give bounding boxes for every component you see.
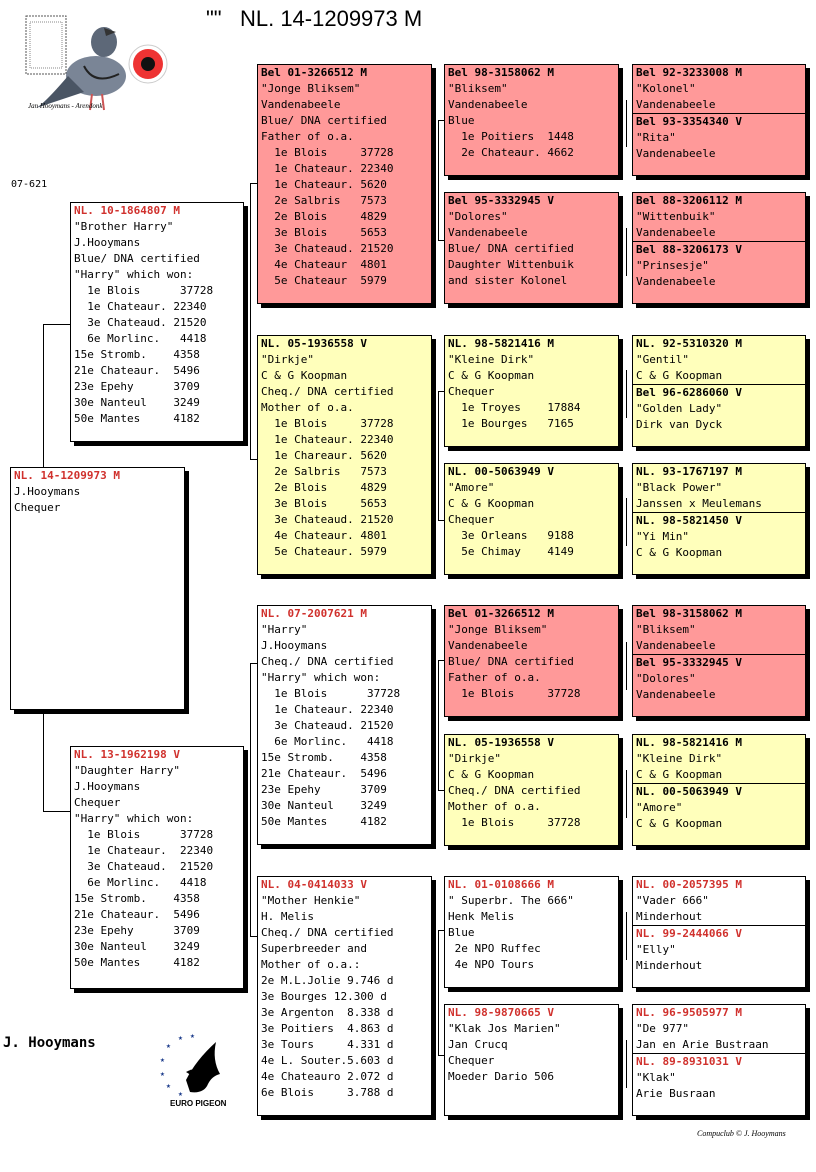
connector (250, 183, 257, 184)
svg-text:★: ★ (178, 1033, 183, 1042)
ring-number: Bel 98-3158062 M (448, 66, 554, 79)
ring-number: Bel 92-3233008 M (636, 66, 742, 79)
ring-number: NL. 04-0414033 V (261, 878, 367, 891)
ancestor-box: Bel 01-3266512 M "Jonge Bliksem" Vandenabeele Blue/ DNA certified Father of o.a. 1e Blois 37728 (444, 605, 619, 717)
ancestor-pair-box: NL. 93-1767197 M "Black Power" Janssen x Meulemans NL. 98-5821450 V "Yi Min" C & G Koopman (632, 463, 806, 575)
svg-text:★: ★ (160, 1069, 165, 1078)
svg-text:★: ★ (178, 1089, 183, 1098)
pigeon-logo (24, 14, 180, 120)
ancestor-pair-box: Bel 98-3158062 M "Bliksem" Vandenabeele Bel 95-3332945 V "Dolores" Vandenabeele (632, 605, 806, 717)
svg-text:★: ★ (166, 1081, 171, 1090)
ring-number: NL. 89-8931031 V (636, 1055, 742, 1068)
ring-number: NL. 98-5821450 V (636, 514, 742, 527)
grandsire-dam-box: NL. 07-2007621 M "Harry" J.Hooymans Cheq./ DNA certified "Harry" which won: 1e Blois 37728 1e Chateaur. 22340 3e Chateaud. 21520 6e Morlinc. 4418 15e Stromb. 4358 21e Chateaur. 5496 23e Epehy 3709 30e Nanteul 3249 50e Mantes 4182 (257, 605, 432, 845)
connector (626, 770, 627, 818)
connector (250, 663, 257, 664)
ancestor-box: NL. 00-5063949 V "Amore" C & G Koopman Chequer 3e Orleans 9188 5e Chimay 4149 (444, 463, 619, 575)
ring-number: NL. 07-2007621 M (261, 607, 367, 620)
connector (43, 324, 70, 325)
connector (626, 370, 627, 418)
ring-number: NL. 00-2057395 M (636, 878, 742, 891)
ring-number: NL. 14-1209973 M (14, 469, 120, 482)
pedigree-code: 07-621 (11, 179, 48, 190)
ring-number: Bel 88-3206173 V (636, 243, 742, 256)
sire-box: NL. 10-1864807 M "Brother Harry" J.Hooymans Blue/ DNA certified "Harry" which won: 1e Blois 37728 1e Chateaur. 22340 3e Chateaud. 21520 6e Morlinc. 4418 15e Stromb. 4358 21e Chateaur. 5496 23e Epehy 3709 30e Nanteul 3249 50e Mantes 4182 (70, 202, 244, 442)
ring-number: Bel 88-3206112 M (636, 194, 742, 207)
ring-number: Bel 95-3332945 V (636, 656, 742, 669)
ancestor-pair-box: NL. 00-2057395 M "Vader 666" Minderhout NL. 99-2444066 V "Elly" Minderhout (632, 876, 806, 988)
connector (626, 912, 627, 960)
ancestor-box: Bel 95-3332945 V "Dolores" Vandenabeele Blue/ DNA certified Daughter Wittenbuik and sister Kolonel (444, 192, 619, 304)
ancestor-pair-box: Bel 88-3206112 M "Wittenbuik" Vandenabeele Bel 88-3206173 V "Prinsesje" Vandenabeele (632, 192, 806, 304)
ancestor-box: Bel 98-3158062 M "Bliksem" Vandenabeele Blue 1e Poitiers 1448 2e Chateaur. 4662 (444, 64, 619, 176)
connector (626, 228, 627, 276)
connector (250, 663, 251, 936)
connector (626, 642, 627, 690)
breeder-name: J. Hooymans (3, 1035, 96, 1051)
connector (626, 498, 627, 546)
ring-number: NL. 13-1962198 V (74, 748, 180, 761)
ring-number: Bel 01-3266512 M (261, 66, 367, 79)
ancestor-box: NL. 98-5821416 M "Kleine Dirk" C & G Koopman Chequer 1e Troyes 17884 1e Bourges 7165 (444, 335, 619, 447)
svg-text:★: ★ (190, 1031, 195, 1040)
ring-number: NL. 96-9505977 M (636, 1006, 742, 1019)
ring-number: NL. 98-5821416 M (448, 337, 554, 350)
connector (250, 936, 257, 937)
ring-number: NL. 98-5821416 M (636, 736, 742, 749)
ring-number: NL. 00-5063949 V (636, 785, 742, 798)
granddam-sire-box: NL. 05-1936558 V "Dirkje" C & G Koopman Cheq./ DNA certified Mother of o.a. 1e Blois 37728 1e Chateaur. 22340 1e Chareaur. 5620 2e Salbris 7573 2e Blois 4829 3e Blois 5653 3e Chateaud. 21520 4e Chateaur. 4801 5e Chateaur. 5979 (257, 335, 432, 575)
ancestor-pair-box: Bel 92-3233008 M "Kolonel" Vandenabeele Bel 93-3354340 V "Rita" Vandenabeele (632, 64, 806, 176)
connector (438, 120, 439, 240)
connector (43, 324, 44, 469)
ancestor-box: NL. 05-1936558 V "Dirkje" C & G Koopman Cheq./ DNA certified Mother of o.a. 1e Blois 37728 (444, 734, 619, 846)
ring-number: Bel 98-3158062 M (636, 607, 742, 620)
connector (438, 391, 439, 520)
svg-text:★: ★ (160, 1055, 165, 1064)
ring-number: NL. 92-5310320 M (636, 337, 742, 350)
ring-number: NL. 05-1936558 V (448, 736, 554, 749)
ring-number: NL. 05-1936558 V (261, 337, 367, 350)
ancestor-box: NL. 98-9870665 V "Klak Jos Marien" Jan Crucq Chequer Moeder Dario 506 (444, 1004, 619, 1116)
ring-number: NL. 10-1864807 M (74, 204, 180, 217)
ring-number: Bel 93-3354340 V (636, 115, 742, 128)
europigeon-label: EURO PIGEON (170, 1099, 227, 1108)
connector (438, 660, 439, 790)
connector (626, 1040, 627, 1088)
svg-text:★: ★ (166, 1041, 171, 1050)
ring-number: NL. 01-0108666 M (448, 878, 554, 891)
logo-caption: Jan Hooymans - Arendonk (28, 102, 103, 110)
connector (438, 930, 439, 1055)
ring-number: Bel 95-3332945 V (448, 194, 554, 207)
europigeon-logo (156, 1030, 236, 1110)
ring-number: NL. 93-1767197 M (636, 465, 742, 478)
page-title: "" NL. 14-1209973 M (206, 6, 423, 31)
ring-number: NL. 00-5063949 V (448, 465, 554, 478)
ancestor-pair-box: NL. 98-5821416 M "Kleine Dirk" C & G Koopman NL. 00-5063949 V "Amore" C & G Koopman (632, 734, 806, 846)
connector (43, 811, 70, 812)
connector (626, 100, 627, 147)
grandsire-sire-box: Bel 01-3266512 M "Jonge Bliksem" Vandenabeele Blue/ DNA certified Father of o.a. 1e Blois 37728 1e Chateaur. 22340 1e Chateaur. 5620 2e Salbris 7573 2e Blois 4829 3e Blois 5653 3e Chateaud. 21520 4e Chateaur 4801 5e Chateaur 5979 (257, 64, 432, 304)
connector (250, 459, 257, 460)
ancestor-pair-box: NL. 96-9505977 M "De 977" Jan en Arie Bustraan NL. 89-8931031 V "Klak" Arie Busraan (632, 1004, 806, 1116)
dam-box: NL. 13-1962198 V "Daughter Harry" J.Hooymans Chequer "Harry" which won: 1e Blois 37728 1e Chateaur. 22340 3e Chateaud. 21520 6e Morlinc. 4418 15e Stromb. 4358 21e Chateaur. 5496 23e Epehy 3709 30e Nanteul 3249 50e Mantes 4182 (70, 746, 244, 989)
subject-box: NL. 14-1209973 M J.Hooymans Chequer (10, 467, 185, 710)
ancestor-box: NL. 01-0108666 M " Superbr. The 666" Henk Melis Blue 2e NPO Ruffec 4e NPO Tours (444, 876, 619, 988)
connector (250, 183, 251, 459)
ring-number: NL. 99-2444066 V (636, 927, 742, 940)
ancestor-pair-box: NL. 92-5310320 M "Gentil" C & G Koopman Bel 96-6286060 V "Golden Lady" Dirk van Dyck (632, 335, 806, 447)
footer-credit: Compuclub © J. Hooymans (697, 1129, 786, 1138)
connector (43, 713, 44, 811)
ring-number: Bel 01-3266512 M (448, 607, 554, 620)
ring-number: Bel 96-6286060 V (636, 386, 742, 399)
ring-number: NL. 98-9870665 V (448, 1006, 554, 1019)
granddam-dam-box: NL. 04-0414033 V "Mother Henkie" H. Melis Cheq./ DNA certified Superbreeder and Mother of o.a.: 2e M.L.Jolie 9.746 d 3e Bourges 12.300 d 3e Argenton 8.338 d 3e Poitiers 4.863 d 3e Tours 4.331 d 4e L. Souter.5.603 d 4e Chateauro 2.072 d 6e Blois 3.788 d (257, 876, 432, 1116)
